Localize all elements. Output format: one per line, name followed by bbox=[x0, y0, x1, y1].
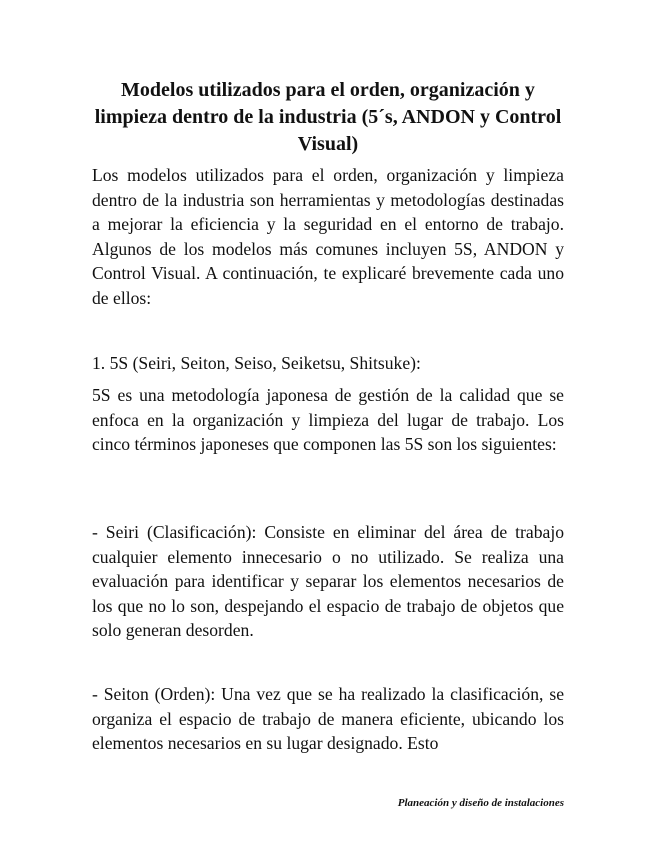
seiton-paragraph: - Seiton (Orden): Una vez que se ha realizado la clasificación, se organiza el espacio de trabajo de manera eficiente, ubicando los elementos necesarios en su lugar designado. Esto bbox=[92, 684, 564, 753]
page-footer: Planeación y diseño de instalaciones bbox=[397, 797, 564, 809]
document-title: Modelos utilizados para el orden, organización y limpieza dentro de la industria (5´s, ANDON y Control Visual) bbox=[94, 79, 562, 155]
seiri-paragraph: - Seiri (Clasificación): Consiste en eliminar del área de trabajo cualquier elemento innecesario o no utilizado. Se realiza una evaluación para identificar y separar los elementos necesarios de los que no lo son, despejando el espacio de trabajo de objetos que solo generan desorden. bbox=[92, 522, 564, 640]
five-s-paragraph: 5S es una metodología japonesa de gestión de la calidad que se enfoca en la organización y limpieza del lugar de trabajo. Los cinco términos japoneses que componen las 5S son los siguientes: bbox=[92, 385, 564, 454]
intro-paragraph: Los modelos utilizados para el orden, organización y limpieza dentro de la industria son herramientas y metodologías destinadas a mejorar la eficiencia y la seguridad en el entorno de trabajo. Algunos de los modelos más comunes incluyen 5S, ANDON y Control Visual. A continuación, te explicaré brevemente cada uno de ellos: bbox=[92, 165, 564, 308]
section-heading-5s: 1. 5S (Seiri, Seiton, Seiso, Seiketsu, Shitsuke): bbox=[92, 353, 421, 373]
